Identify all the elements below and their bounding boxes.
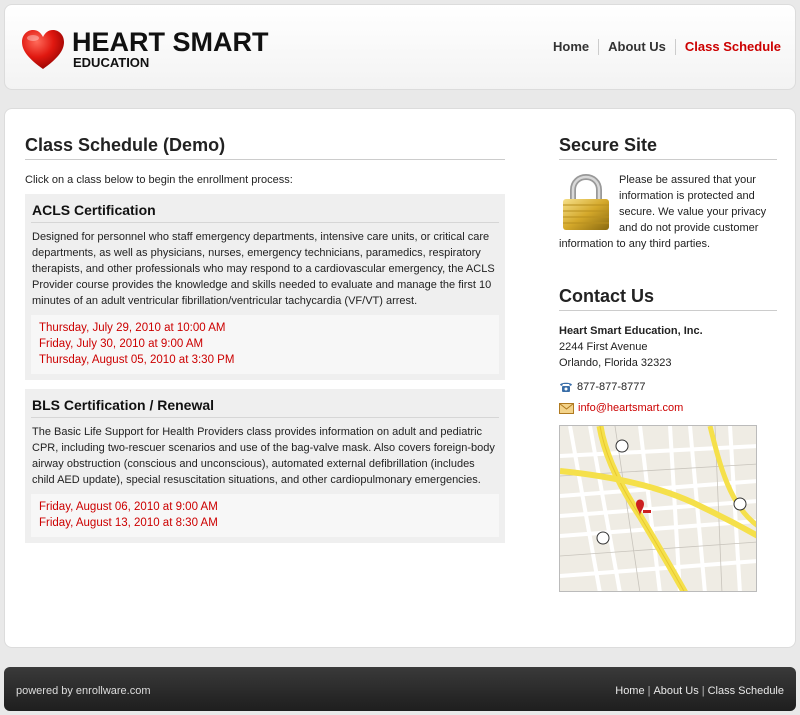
email-link[interactable]: info@heartsmart.com (578, 402, 684, 414)
footer-nav (615, 685, 784, 697)
street-address: 2244 First Avenue (559, 341, 648, 353)
class-date-link[interactable]: Thursday, August 05, 2010 at 3:30 PM (39, 354, 235, 366)
envelope-icon (559, 402, 574, 414)
course-dates (31, 315, 499, 374)
org-name: Heart Smart Education, Inc. (559, 325, 703, 337)
top-nav (544, 39, 781, 55)
intro-text: Click on a class below to begin the enrollment process: (25, 174, 293, 186)
course-description: The Basic Life Support for Health Providers class provides information on adult and pediatric CPR, including two-rescuer scenarios and use of the bag-valve mask. Also covers foreign-body airway obstruction (conscious and unconscious), automated external defibrillation (includes child AED update), special resuscitation situations, and other cardiopulmonary emergencies. (32, 426, 495, 486)
map-graphic (560, 426, 757, 592)
class-date-link[interactable]: Friday, August 13, 2010 at 8:30 AM (39, 517, 218, 529)
page-title: Class Schedule (Demo) (25, 135, 505, 160)
class-date-link[interactable]: Thursday, July 29, 2010 at 10:00 AM (39, 322, 226, 334)
main-column (25, 135, 505, 543)
course-title: ACLS Certification (31, 200, 499, 223)
phone-number: 877-877-8777 (577, 381, 646, 393)
address-block (559, 323, 777, 371)
phone-line (559, 381, 777, 393)
nav-home[interactable]: Home (552, 39, 590, 54)
course-card (25, 194, 505, 380)
heart-icon (21, 29, 65, 71)
course-description: Designed for personnel who staff emergency departments, intensive care units, or critical care departments, as well as physicians, nurses, emergency technicians, paramedics, respiratory therapists, and other professionals who may respond to a cardiovascular emergency, the ACLS Provider course provides the knowledge and skills needed to evaluate and manage the first 10 minutes of an adult ventricular fibrillation/ventricular tachycardia (VF/VT) arrest. (32, 231, 495, 307)
logo-subtitle: EDUCATION (73, 55, 150, 70)
logo-title: HEART SMART (72, 27, 269, 57)
city-state-zip: Orlando, Florida 32323 (559, 357, 672, 369)
sidebar (559, 135, 777, 592)
course-card (25, 389, 505, 543)
class-date-link[interactable]: Friday, July 30, 2010 at 9:00 AM (39, 338, 204, 350)
footer-link-about-us[interactable]: About Us (653, 685, 699, 697)
separator: | (701, 685, 705, 697)
powered-by-text: powered by enrollware.com (16, 685, 151, 697)
contact-title: Contact Us (559, 286, 777, 311)
nav-class-schedule[interactable]: Class Schedule (675, 39, 781, 55)
separator: | (647, 685, 651, 697)
course-title: BLS Certification / Renewal (31, 395, 499, 418)
nav-about-us[interactable]: About Us (598, 39, 675, 55)
course-dates (31, 494, 499, 537)
site-header (4, 4, 796, 90)
footer-link-class-schedule[interactable]: Class Schedule (707, 685, 784, 697)
email-line (559, 402, 777, 414)
logo[interactable] (21, 27, 281, 75)
phone-icon (559, 381, 573, 393)
class-date-link[interactable]: Friday, August 06, 2010 at 9:00 AM (39, 501, 218, 513)
secure-site-text: Please be assured that your information is protected and secure. We value your privacy and do not provide customer information to any third parties. (559, 174, 767, 250)
location-map[interactable] (559, 425, 757, 592)
footer-link-home[interactable]: Home (615, 685, 645, 697)
secure-site-title: Secure Site (559, 135, 777, 160)
secure-site-text-block (559, 172, 777, 252)
content-panel (4, 108, 796, 648)
padlock-icon (559, 174, 613, 232)
site-footer (4, 667, 796, 711)
